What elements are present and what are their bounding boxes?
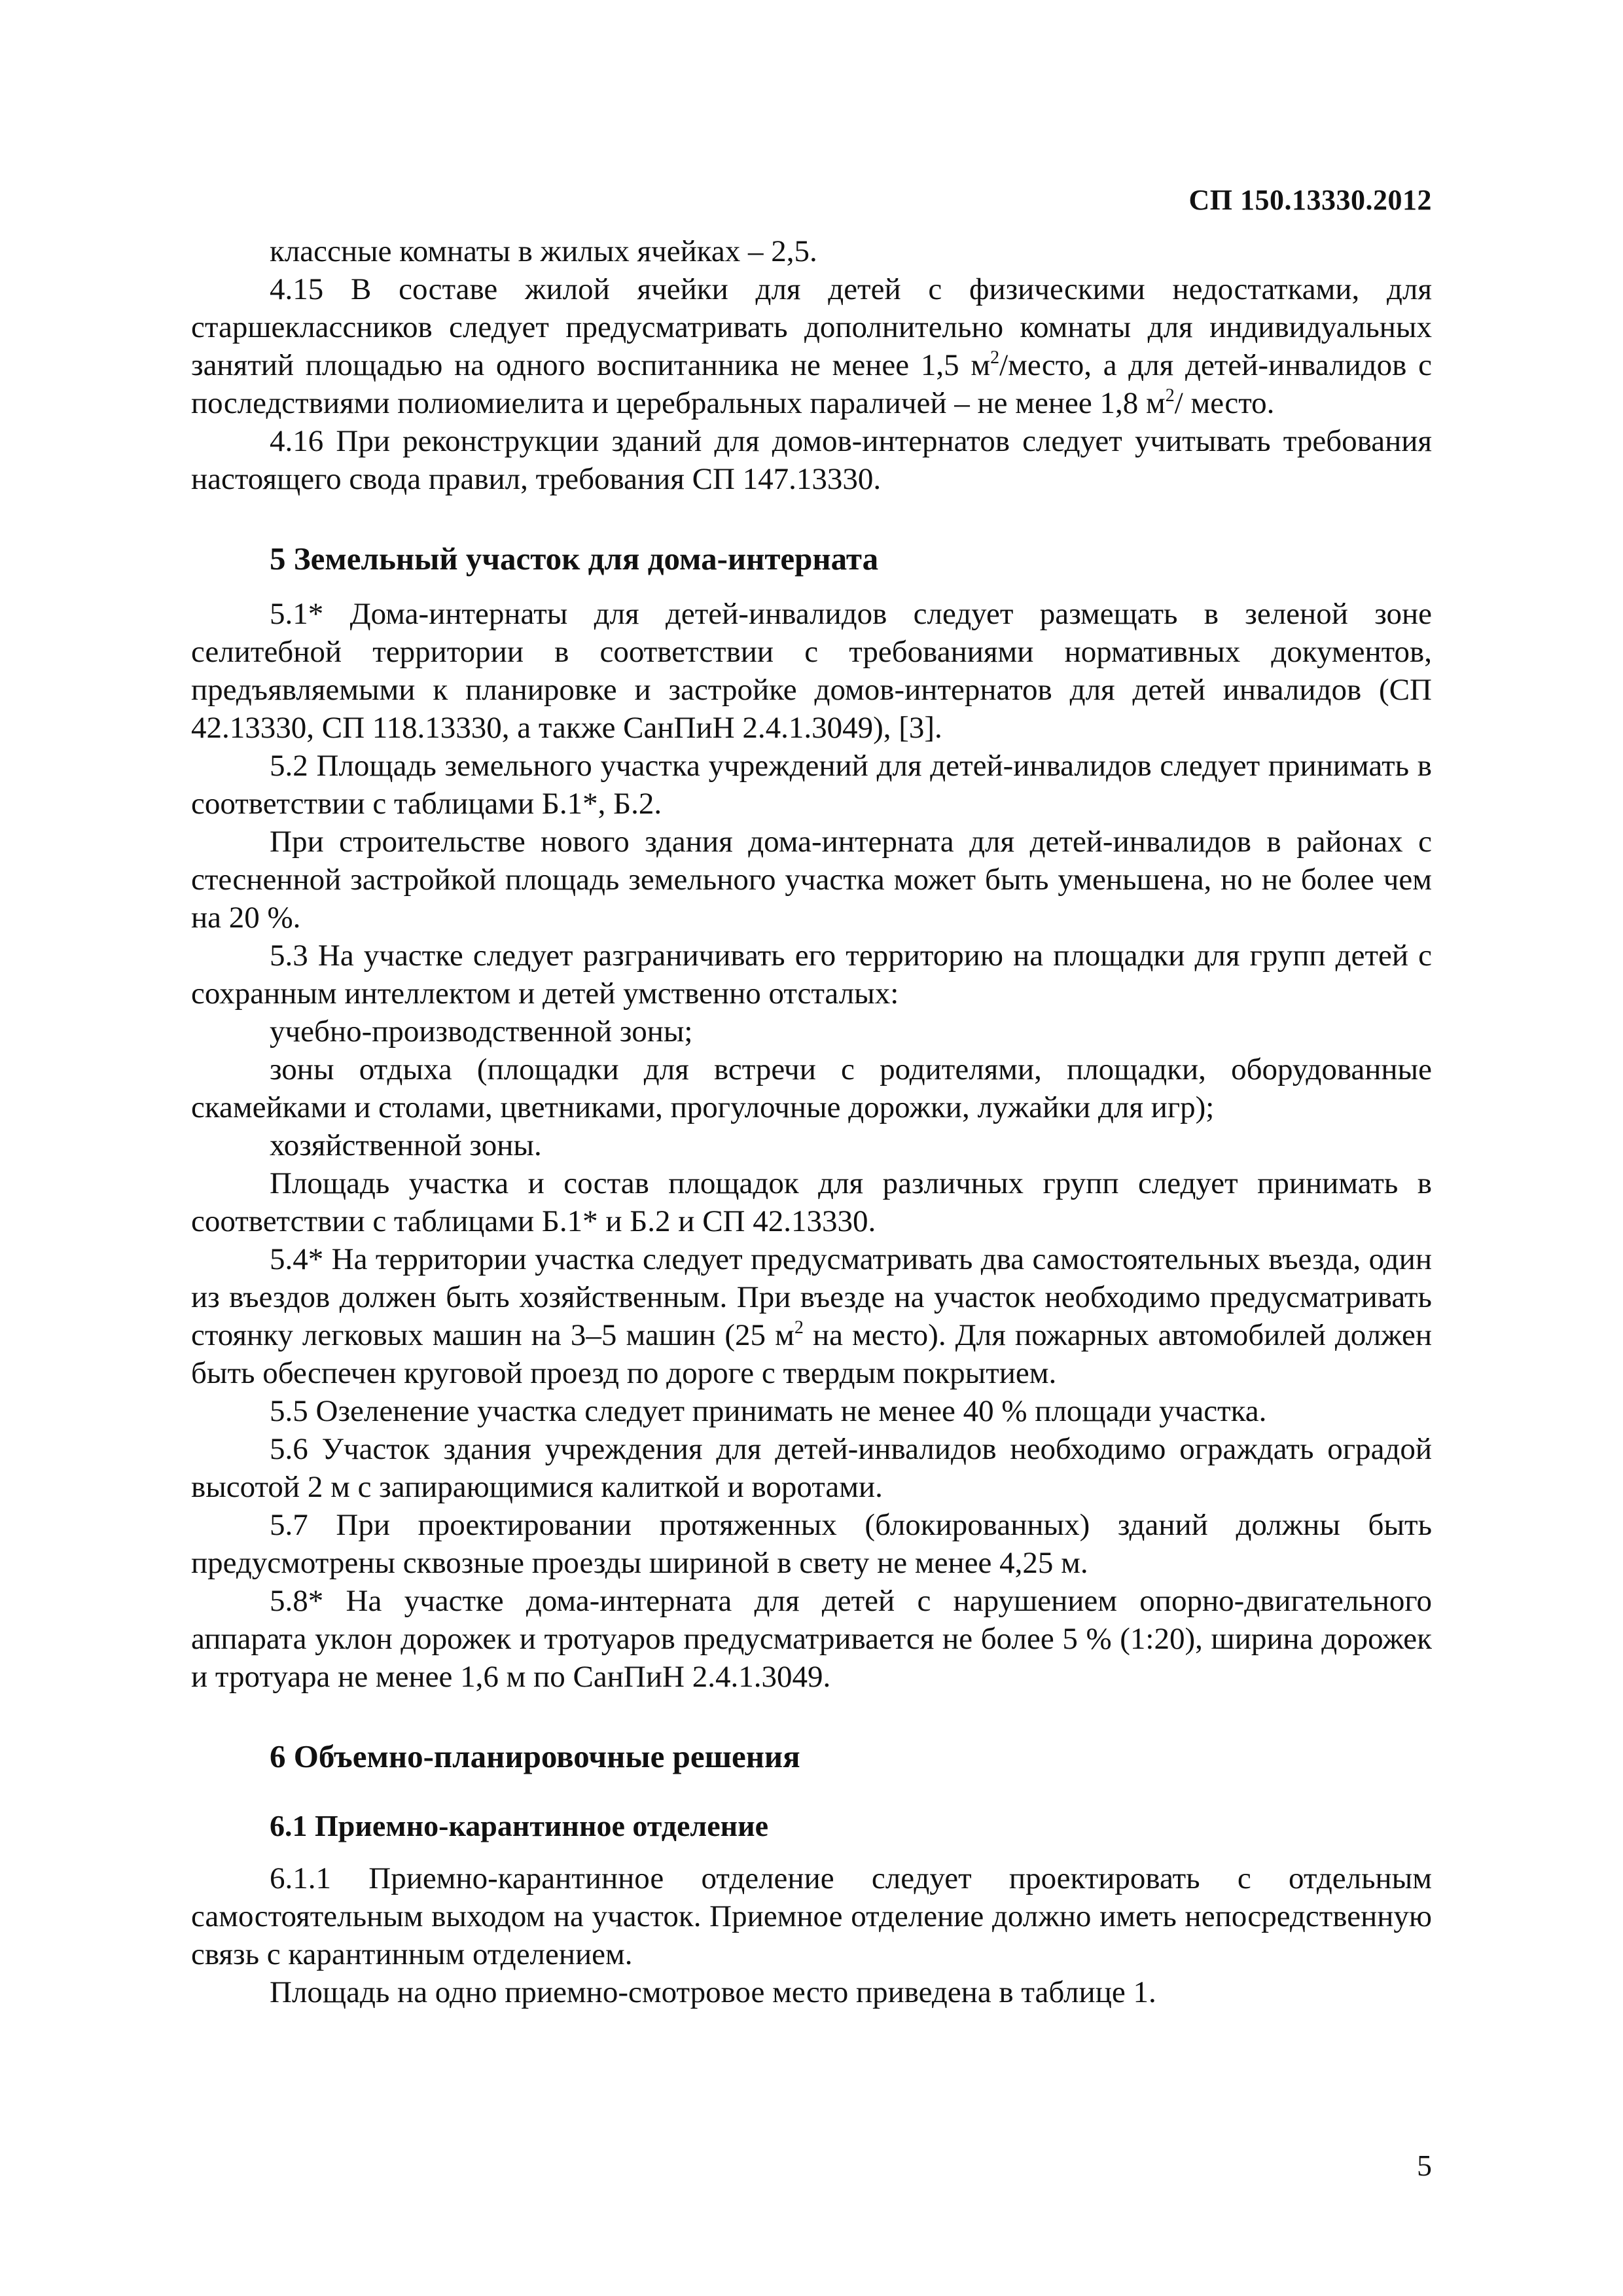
paragraph-5-3-note: Площадь участка и состав площадок для различных групп следует принимать в соответствии с таблицами Б.1* и Б.2 и СП 42.13330. xyxy=(191,1166,1432,1238)
list-item-zone-3: хозяйственной зоны. xyxy=(270,1128,542,1162)
list-item-zone-1: учебно-производственной зоны; xyxy=(270,1014,693,1049)
document-code: СП 150.13330.2012 xyxy=(1188,184,1432,216)
superscript-2: 2 xyxy=(1165,386,1175,406)
paragraph-5-2-note: При строительстве нового здания дома-интерната для детей-инвалидов в районах с стесненной застройкой площадь земельного участка может быть уменьшена, но не более чем на 20 %. xyxy=(191,825,1432,935)
paragraph-4-15-part-a: 4.15 В составе жилой ячейки для детей с физическими недостатками, для старшеклассников следует предусматривать дополнительно комнаты для индивидуальных занятий площадью на одного воспитанника не менее 1,5 м xyxy=(191,272,1432,382)
section-5-heading: 5 Земельный участок для дома-интерната xyxy=(270,541,879,577)
paragraph-5-1: 5.1* Дома-интернаты для детей-инвалидов следует размещать в зеленой зоне селитебной территории в соответствии с требованиями нормативных документов, предъявляемыми к планировке и застройке домов-интернатов для детей инвалидов (СП 42.13330, СП 118.13330, а также СанПиН 2.4.1.3049), [3]. xyxy=(191,597,1432,745)
page-content xyxy=(191,232,1432,2011)
paragraph-5-3: 5.3 На участке следует разграничивать его территорию на площадки для групп детей с сохранным интеллектом и детей умственно отсталых: xyxy=(191,939,1432,1011)
paragraph-4-16: 4.16 При реконструкции зданий для домов-интернатов следует учитывать требования настоящего свода правил, требования СП 147.13330. xyxy=(191,424,1432,496)
paragraph-4-15 xyxy=(191,270,1432,422)
paragraph-continuation: классные комнаты в жилых ячейках – 2,5. xyxy=(270,234,817,268)
paragraph-4-15-part-b: /место, а для детей-инвалидов с последствиями полиомиелита и церебральных параличей – не менее 1,8 м xyxy=(191,348,1432,420)
paragraph-5-7: 5.7 При проектировании протяженных (блокированных) зданий должны быть предусмотрены сквозные проезды шириной в свету не менее 4,25 м. xyxy=(191,1508,1432,1580)
paragraph-5-5: 5.5 Озеленение участка следует принимать не менее 40 % площади участка. xyxy=(270,1394,1267,1428)
superscript-2: 2 xyxy=(794,1318,804,1338)
paragraph-4-15-part-c: / место. xyxy=(1174,386,1275,420)
paragraph-5-8: 5.8* На участке дома-интерната для детей с нарушением опорно-двигательного аппарата уклон дорожек и тротуаров предусматривается не более 5 % (1:20), ширина дорожек и тротуара не менее 1,6 м по СанПиН 2.4.1.3049. xyxy=(191,1584,1432,1694)
subsection-6-1-heading: 6.1 Приемно-карантинное отделение xyxy=(270,1809,769,1842)
paragraph-5-2: 5.2 Площадь земельного участка учреждений для детей-инвалидов следует принимать в соответствии с таблицами Б.1*, Б.2. xyxy=(191,749,1432,821)
list-item-zone-2: зоны отдыха (площадки для встречи с родителями, площадки, оборудованные скамейками и столами, цветниками, прогулочные дорожки, лужайки для игр); xyxy=(191,1052,1432,1124)
paragraph-5-6: 5.6 Участок здания учреждения для детей-инвалидов необходимо ограждать оградой высотой 2 м с запирающимися калиткой и воротами. xyxy=(191,1432,1432,1504)
page-number: 5 xyxy=(1417,2149,1432,2182)
paragraph-6-1-1: 6.1.1 Приемно-карантинное отделение следует проектировать с отдельным самостоятельным выходом на участок. Приемное отделение должно иметь непосредственную связь с карантинным отделением. xyxy=(191,1861,1432,1971)
paragraph-6-1-1-note: Площадь на одно приемно-смотровое место приведена в таблице 1. xyxy=(270,1975,1156,2009)
superscript-2: 2 xyxy=(990,348,1000,368)
paragraph-5-4 xyxy=(191,1240,1432,1392)
paragraph-5-4-part-a: 5.4* На территории участка следует предусматривать два самостоятельных въезда, один из въездов должен быть хозяйственным. При въезде на участок необходимо предусматривать стоянку легковых машин на 3–5 машин (25 м xyxy=(191,1242,1432,1352)
section-6-heading: 6 Объемно-планировочные решения xyxy=(270,1738,800,1774)
paragraph-5-4-part-b: на место). Для пожарных автомобилей должен быть обеспечен круговой проезд по дороге с твердым покрытием. xyxy=(191,1318,1432,1390)
